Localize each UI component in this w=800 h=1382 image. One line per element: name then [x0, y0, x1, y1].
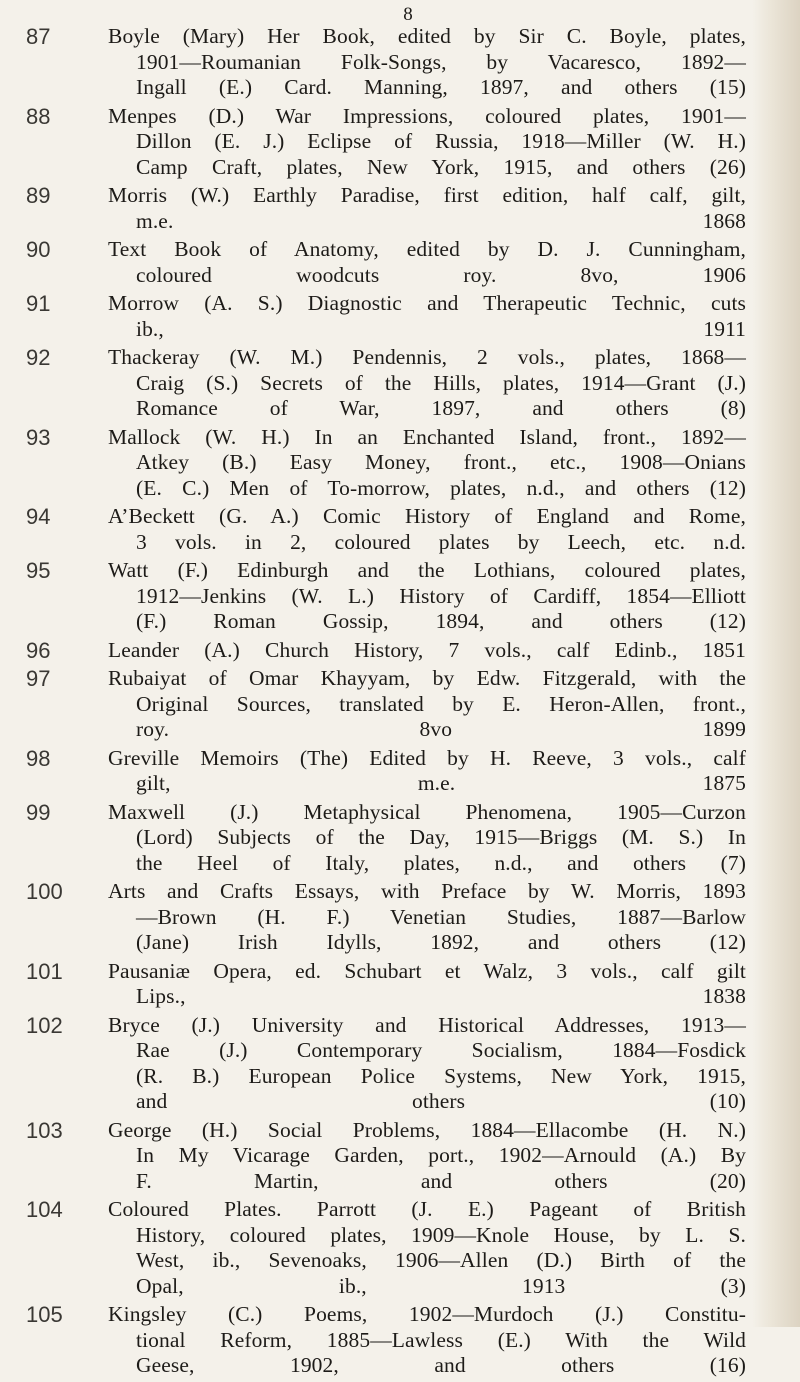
- entry-line: Maxwell (J.) Metaphysical Phenomena, 1905—Curzon: [108, 799, 746, 824]
- entry-line: (F.) Roman Gossip, 1894, and others (12): [136, 609, 746, 633]
- lot-number: 96: [26, 637, 51, 663]
- lot-number: 90: [26, 237, 51, 262]
- entry-line: —Brown (H. F.) Venetian Studies, 1887—Barlow: [136, 904, 746, 929]
- catalogue-entry: [26, 1302, 746, 1379]
- entry-line: 3 vols. in 2, coloured plates by Leech, etc. n.d.: [136, 529, 746, 554]
- lot-number: 105: [26, 1302, 63, 1327]
- catalogue-entry: [26, 879, 746, 956]
- catalogue-entry: [26, 558, 746, 635]
- lot-number: 97: [26, 666, 51, 691]
- entry-line: 1912—Jenkins (W. L.) History of Cardiff, 1854—Elliott: [136, 583, 746, 608]
- entry-line: Lips., 1838: [136, 984, 746, 1008]
- lot-number: 102: [26, 1012, 63, 1038]
- catalogue-entries: [26, 24, 746, 1382]
- catalogue-entry: [26, 183, 746, 234]
- lot-number: 101: [26, 958, 63, 984]
- entry-line: gilt, m.e. 1875: [136, 771, 746, 795]
- entry-line: 1901—Roumanian Folk-Songs, by Vacaresco, 1892—: [136, 49, 746, 74]
- entry-line: Morris (W.) Earthly Paradise, first edition, half calf, gilt,: [108, 183, 746, 207]
- entry-line: Leander (A.) Church History, 7 vols., calf Edinb., 1851: [108, 637, 746, 662]
- lot-number: 92: [26, 345, 51, 370]
- entry-line: Romance of War, 1897, and others (8): [136, 396, 746, 420]
- entry-line: West, ib., Sevenoaks, 1906—Allen (D.) Birth of the: [136, 1248, 746, 1272]
- entry-line: Atkey (B.) Easy Money, front., etc., 1908—Onians: [136, 450, 746, 474]
- catalogue-entry: [26, 1013, 746, 1115]
- entry-line: Greville Memoirs (The) Edited by H. Reeve, 3 vols., calf: [108, 745, 746, 770]
- entry-line: m.e. 1868: [136, 208, 746, 233]
- page-number: 8: [403, 4, 413, 25]
- entry-line: (E. C.) Men of To-morrow, plates, n.d., and others (12): [136, 475, 746, 500]
- catalogue-entry: [26, 24, 746, 101]
- lot-number: 91: [26, 291, 51, 316]
- entry-line: Pausaniæ Opera, ed. Schubart et Walz, 3 vols., calf gilt: [108, 958, 746, 983]
- catalogue-entry: [26, 1118, 746, 1195]
- entry-line: Bryce (J.) University and Historical Addresses, 1913—: [108, 1012, 746, 1037]
- catalogue-entry: [26, 800, 746, 877]
- entry-line: Arts and Crafts Essays, with Preface by W. Morris, 1893: [108, 879, 746, 903]
- entry-line: ib., 1911: [136, 316, 746, 341]
- lot-number: 104: [26, 1197, 63, 1222]
- catalogue-entry: [26, 746, 746, 797]
- entry-line: tional Reform, 1885—Lawless (E.) With the Wild: [136, 1327, 746, 1352]
- entry-line: Text Book of Anatomy, edited by D. J. Cunningham,: [108, 237, 746, 261]
- entry-line: (Jane) Irish Idylls, 1892, and others (12): [136, 930, 746, 954]
- entry-line: Dillon (E. J.) Eclipse of Russia, 1918—Miller (W. H.): [136, 129, 746, 153]
- entry-line: Mallock (W. H.) In an Enchanted Island, front., 1892—: [108, 424, 746, 449]
- entry-line: (Lord) Subjects of the Day, 1915—Briggs (M. S.) In: [136, 825, 746, 849]
- catalogue-entry: [26, 104, 746, 181]
- entry-line: History, coloured plates, 1909—Knole House, by L. S.: [136, 1222, 746, 1247]
- lot-number: 99: [26, 799, 51, 825]
- entry-line: George (H.) Social Problems, 1884—Ellacombe (H. N.): [108, 1117, 746, 1142]
- entry-line: roy. 8vo 1899: [136, 717, 746, 741]
- catalogue-entry: [26, 1197, 746, 1299]
- entry-line: Ingall (E.) Card. Manning, 1897, and others (15): [136, 75, 746, 99]
- page-edge: [752, 0, 800, 1327]
- entry-line: Thackeray (W. M.) Pendennis, 2 vols., plates, 1868—: [108, 345, 746, 369]
- entry-line: Rubaiyat of Omar Khayyam, by Edw. Fitzgerald, with the: [108, 666, 746, 690]
- catalogue-entry: [26, 237, 746, 288]
- lot-number: 88: [26, 103, 51, 129]
- lot-number: 98: [26, 745, 51, 771]
- catalogue-entry: [26, 666, 746, 743]
- entry-line: Coloured Plates. Parrott (J. E.) Pageant of British: [108, 1197, 746, 1221]
- entry-line: Rae (J.) Contemporary Socialism, 1884—Fosdick: [136, 1038, 746, 1062]
- entry-line: In My Vicarage Garden, port., 1902—Arnould (A.) By: [136, 1143, 746, 1167]
- lot-number: 89: [26, 183, 51, 208]
- entry-line: (R. B.) European Police Systems, New York, 1915,: [136, 1063, 746, 1088]
- lot-number: 94: [26, 504, 51, 529]
- lot-number: 93: [26, 424, 51, 450]
- entry-line: coloured woodcuts roy. 8vo, 1906: [136, 262, 746, 287]
- entry-line: Camp Craft, plates, New York, 1915, and others (26): [136, 154, 746, 179]
- entry-line: the Heel of Italy, plates, n.d., and others (7): [136, 850, 746, 875]
- catalogue-entry: [26, 345, 746, 422]
- catalogue-entry: [26, 291, 746, 342]
- entry-line: Morrow (A. S.) Diagnostic and Therapeutic Technic, cuts: [108, 291, 746, 315]
- entry-line: Boyle (Mary) Her Book, edited by Sir C. Boyle, plates,: [108, 24, 746, 48]
- lot-number: 87: [26, 24, 51, 49]
- entry-line: Opal, ib., 1913 (3): [136, 1273, 746, 1298]
- entry-line: Original Sources, translated by E. Heron-Allen, front.,: [136, 691, 746, 716]
- entry-line: A’Beckett (G. A.) Comic History of England and Rome,: [108, 504, 746, 528]
- entry-line: F. Martin, and others (20): [136, 1168, 746, 1193]
- lot-number: 95: [26, 558, 51, 583]
- entry-line: Craig (S.) Secrets of the Hills, plates, 1914—Grant (J.): [136, 370, 746, 395]
- entry-line: and others (10): [136, 1089, 746, 1113]
- lot-number: 103: [26, 1117, 63, 1143]
- catalogue-entry: [26, 504, 746, 555]
- entry-line: Menpes (D.) War Impressions, coloured plates, 1901—: [108, 103, 746, 128]
- entry-line: Geese, 1902, and others (16): [136, 1353, 746, 1377]
- entry-line: Kingsley (C.) Poems, 1902—Murdoch (J.) Constitu-: [108, 1302, 746, 1326]
- catalogue-entry: [26, 425, 746, 502]
- catalogue-entry: [26, 638, 746, 664]
- lot-number: 100: [26, 879, 63, 904]
- catalogue-entry: [26, 959, 746, 1010]
- entry-line: Watt (F.) Edinburgh and the Lothians, coloured plates,: [108, 558, 746, 582]
